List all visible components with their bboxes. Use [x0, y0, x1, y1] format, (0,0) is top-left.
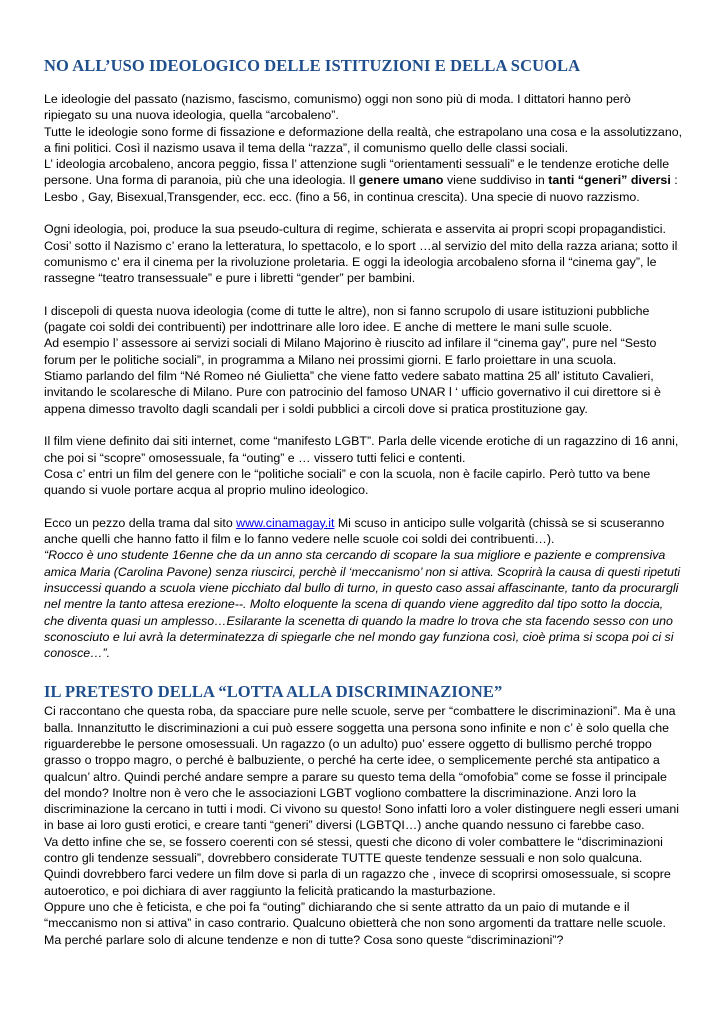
paragraph-gap: [44, 498, 684, 514]
text-line: anche quelli che hanno fatto il film e lo fanno vedere nelle scuole coi soldi dei contribuenti…).: [44, 532, 555, 547]
text-line: [44, 172, 684, 188]
text-line: “meccanismo non si attiva” in caso contrario. Qualcuno obietterà che non sono argomenti da trattare nelle scuole.: [44, 916, 666, 931]
quote-line: che diventa quasi un amplesso…Esilarante la scenetta di quando la madre lo trova che sta facendo sesso con uno: [44, 613, 673, 628]
text-run: :: [670, 173, 678, 188]
paragraph-gap: [44, 287, 684, 303]
text-line: [44, 515, 684, 531]
bold-text: genere umano: [358, 173, 444, 188]
text-line: ripiegato su una nuova ideologia, quella “arcobaleno”.: [44, 108, 339, 123]
text-line: riguarderebbe le persone omosessuali. Un ragazzo (o un adulto) puo’ essere oggetto di bullismo perché troppo: [44, 736, 652, 751]
text-line: grasso o troppo magro, o perché è balbuziente, o perché ha certe idee, o semplicemente perché sta antipatico a: [44, 753, 660, 768]
text-line: comunismo c’ era il cinema per la rivoluzione proletaria. E oggi la ideologia arcobaleno sforna il “cinema gay”, le: [44, 254, 657, 269]
text-line: autoerotico, e poi dichiara di aver raggiunto la felicità praticando la masturbazione.: [44, 883, 496, 898]
text-line: Cosi’ sotto il Nazismo c’ erano la letteratura, lo spettacolo, e lo sport …al servizio del mito della razza ariana; sotto il: [44, 238, 678, 253]
paragraph-disciples: [44, 303, 684, 417]
text-line: quando si vuole portare acqua al proprio mulino ideologico.: [44, 483, 369, 498]
text-line: discriminazione la cercano in tutti i modi. Ci vivono su questo! Sono infatti loro a voler distinguere negli esseri umani: [44, 802, 679, 817]
text-line: Va detto infine che se, se fossero coerenti con sé stessi, questi che dicono di voler combattere le “discriminazioni: [44, 834, 663, 849]
section-2-title: IL PRETESTO DELLA “LOTTA ALLA DISCRIMINAZIONE”: [44, 682, 503, 702]
document-page: [44, 56, 684, 948]
text-line: Lesbo , Gay, Bisexual,Transgender, ecc. ecc. (fino a 56, in continua crescita). Una specie di nuovo razzismo.: [44, 189, 640, 204]
quote-line: nel mentre la tanto attesa erezione--. Molto eloquente la scena di quando viene aggredito dal tipo sotto la doccia,: [44, 597, 664, 612]
text-line: L’ ideologia arcobaleno, ancora peggio, fissa l’ attenzione sugli “orientamenti sessuali” e le tendenze erotiche delle: [44, 157, 670, 172]
text-line: a fini politici. Così il nazismo usava il tema della “razza”, il comunismo quello delle classi sociali.: [44, 140, 569, 155]
text-run: persone. Una forma di paranoia, più che una ideologia. Il: [44, 173, 359, 188]
text-line: appena dimesso travolto dagli scandali per i soldi pubblici a circoli dove si pratica prostituzione gay.: [44, 401, 588, 416]
text-line: (pagate coi soldi dei contribuenti) per indottrinare alle loro idee. E anche di mettere le mani sulle scuole.: [44, 320, 613, 335]
paragraph-ideologies: [44, 91, 684, 205]
quote-line: insuccessi quando a scuola viene picchiato dal bullo di turno, in questo caso assai affascinante, tanto da procurargli: [44, 580, 679, 595]
text-line: balla. Innanzitutto le discriminazioni a cui può essere soggetta una persona sono infinite e non c’ è solo quella che: [44, 720, 669, 735]
quote-line: amica Maria (Carolina Pavone) senza riuscirci, perchè il ‘meccanismo’ non si attiva. Scoprirà la causa di questi ripetuti: [44, 564, 681, 579]
text-line: Stiamo parlando del film “Né Romeo né Giulietta” che viene fatto vedere sabato mattina 25 all’ istituto Cavalieri,: [44, 369, 654, 384]
text-line: Cosa c’ entri un film del genere con le “politiche sociali” e con la scuola, non è facile capirlo. Però tutto va bene: [44, 466, 651, 481]
paragraph-gap: [44, 417, 684, 433]
text-line: Le ideologie del passato (nazismo, fascismo, comunismo) oggi non sono più di moda. I dittatori hanno però: [44, 92, 631, 106]
text-run: Ecco un pezzo della trama dal sito: [44, 515, 237, 530]
text-line: Ogni ideologia, poi, produce la sua pseudo-cultura di regime, schierata e asservita ai propri scopi propagandistici.: [44, 222, 666, 237]
text-line: rassegne “teatro transessuale” e pure i libretti “gender” per bambini.: [44, 271, 416, 286]
text-line: I discepoli di questa nuova ideologia (come di tutte le altre), non si fanno scrupolo di usare istituzioni pubbliche: [44, 303, 650, 318]
text-run: Mi scuso in anticipo sulle volgarità (chissà se si scuseranno: [334, 515, 665, 530]
text-line: Quindi dovrebbero farci vedere un film dove si parla di un ragazzo che , invece di scoprirsi omosessuale, si scopre: [44, 867, 671, 882]
text-line: che poi si “scopre” omosessuale, fa “outing” e … vissero tutti felici e contenti.: [44, 450, 466, 465]
text-line: del mondo? Inoltre non è vero che le associazioni LGBT vogliono combattere la discriminazione. Anzi loro la: [44, 785, 637, 800]
quote-line: “Rocco è uno studente 16enne che da un anno sta cercando di scopare la sua migliore e paziente e comprensiva: [44, 548, 666, 563]
text-line: in base ai loro gusti erotici, e creare tanti “generi” diversi (LGBTQI…) anche quando nessuno ci farebbe caso.: [44, 818, 645, 833]
quote-line: sconosciuto e lui avrà la determinatezza di spiegarle che nel mondo gay funziona così, cioè prima si scopa poi ci si: [44, 629, 674, 644]
text-line: invitando le scolaresche di Milano. Pure con patrocinio del famoso UNAR l ‘ ufficio governativo il cui direttore si è: [44, 385, 661, 400]
text-line: Ci raccontano che questa roba, da spacciare pure nelle scuole, serve per “combattere le discriminazioni”. Ma è una: [44, 704, 676, 719]
bold-text: tanti “generi” diversi: [548, 173, 671, 188]
paragraph-discrimination: [44, 703, 684, 947]
quote-line: conosce…”.: [44, 646, 111, 661]
text-line: Il film viene definito dai siti internet, come “manifesto LGBT”. Parla delle vicende erotiche di un ragazzino di 16 anni,: [44, 434, 679, 449]
text-line: contro gli tendenze sessuali”, dovrebbero considerate TUTTE queste tendenze sessuali e non solo qualcuna.: [44, 851, 643, 866]
website-link[interactable]: www.cinamagay.it: [236, 515, 335, 530]
paragraph-film: [44, 433, 684, 498]
paragraph-plot: [44, 515, 684, 662]
text-line: Oppure uno che è feticista, e che poi fa “outing” dichiarando che si sente attratto da un paio di mutande e il: [44, 899, 630, 914]
text-line: Ad esempio l’ assessore ai servizi sociali di Milano Majorino è riuscito ad infilare il “cinema gay”, pure nel “Sesto: [44, 336, 657, 351]
text-line: forum per le politiche sociali”, in programma a Milano nei prossimi giorni. E farlo proiettare in una scuola.: [44, 352, 617, 367]
text-line: Tutte le ideologie sono forme di fissazione e deformazione della realtà, che estrapolano una cosa e la assolutizzano,: [44, 124, 683, 139]
text-line: qualcun’ altro. Quindi perché andare sempre a parare su questo tema della “omofobia” come se fosse il principale: [44, 769, 667, 784]
section-1-title: NO ALL’USO IDEOLOGICO DELLE ISTITUZIONI E DELLA SCUOLA: [44, 56, 581, 75]
text-run: viene suddiviso in: [443, 173, 549, 188]
text-line: Ma perché parlare solo di alcune tendenze e non di tutte? Cosa sono queste “discriminazioni”?: [44, 932, 564, 947]
paragraph-pseudo-culture: [44, 221, 684, 286]
paragraph-gap: [44, 205, 684, 221]
